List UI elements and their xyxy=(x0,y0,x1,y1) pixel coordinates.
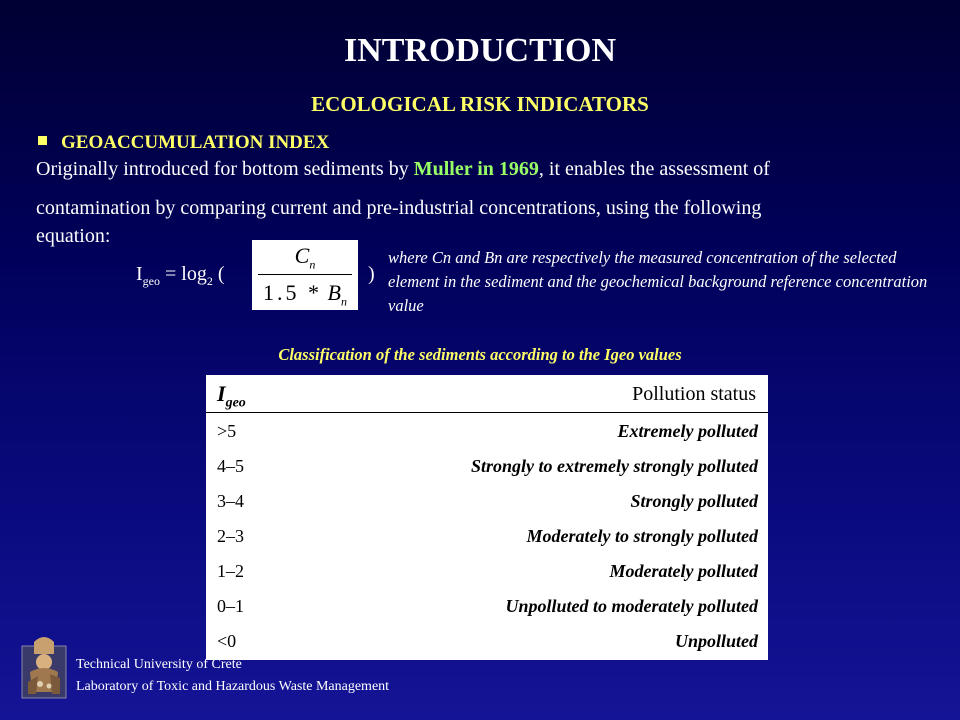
pollution-status: Moderately to strongly polluted xyxy=(526,526,758,546)
pollution-status: Unpolluted to moderately polluted xyxy=(505,596,758,616)
pollution-status: Moderately polluted xyxy=(609,561,758,581)
slide-title: INTRODUCTION xyxy=(343,32,617,69)
bullet-heading-row xyxy=(38,132,329,154)
denominator-subscript: n xyxy=(340,294,347,309)
paragraph-line-2: contamination by comparing current and pre-industrial concentrations, using the following xyxy=(36,197,762,219)
table-row xyxy=(206,520,768,555)
igeo-range: <0 xyxy=(217,631,237,651)
footer-laboratory: Laboratory of Toxic and Hazardous Waste Management xyxy=(76,679,390,694)
igeo-range: 1–2 xyxy=(217,561,244,581)
university-logo-icon xyxy=(20,632,68,700)
igeo-subscript: geo xyxy=(142,274,160,288)
igeo-symbol: I xyxy=(136,263,143,285)
table-row xyxy=(206,485,768,520)
log-base: 2 xyxy=(206,274,213,288)
pollution-status: Unpolluted xyxy=(674,631,758,651)
formula-fraction xyxy=(252,240,358,310)
igeo-range: 0–1 xyxy=(217,596,244,616)
equation-lhs xyxy=(136,263,225,289)
denominator-coefficient: 1.5 * xyxy=(263,280,323,305)
paragraph-line-3: equation: xyxy=(36,225,111,247)
pollution-status: Strongly polluted xyxy=(630,491,758,511)
pollution-status: Strongly to extremely strongly polluted xyxy=(471,456,758,476)
igeo-range: 4–5 xyxy=(217,456,244,476)
table-row xyxy=(206,415,768,450)
paragraph-text: , it enables the assessment of xyxy=(538,158,770,180)
igeo-range: >5 xyxy=(217,421,237,441)
igeo-range: 2–3 xyxy=(217,526,244,546)
paragraph-text: Originally introduced for bottom sediments by xyxy=(36,158,414,180)
pollution-status: Extremely polluted xyxy=(617,421,758,441)
numerator-subscript: n xyxy=(309,257,316,272)
table-row xyxy=(206,625,768,660)
equals-log: = log xyxy=(160,263,207,285)
header-pollution-status: Pollution status xyxy=(632,383,756,405)
author-highlight: Muller in 1969 xyxy=(413,158,539,180)
table-row xyxy=(206,590,768,625)
footer-university: Technical University of Crete xyxy=(76,657,242,672)
table-row xyxy=(206,450,768,485)
bullet-square-icon xyxy=(38,136,47,145)
igeo-range: 3–4 xyxy=(217,491,244,511)
open-paren: ( xyxy=(212,263,225,285)
close-paren: ) xyxy=(368,263,375,285)
header-igeo-symbol: I xyxy=(217,381,226,406)
fraction-numerator xyxy=(252,243,358,272)
table-header xyxy=(206,375,768,413)
numerator-symbol: C xyxy=(294,243,310,268)
table-caption: Classification of the sediments according to the Igeo values xyxy=(278,345,682,364)
header-igeo-subscript: geo xyxy=(225,395,246,411)
paragraph-line-1 xyxy=(36,158,770,181)
fraction-denominator xyxy=(252,280,358,309)
igeo-classification-table xyxy=(206,375,768,660)
fraction-line xyxy=(258,274,352,275)
header-igeo xyxy=(217,381,246,411)
denominator-symbol: B xyxy=(327,280,341,305)
table-row xyxy=(206,555,768,590)
equation-note: where Cn and Bn are respectively the measured concentration of the selected element in the sediment and the geochemical background reference concentration value xyxy=(388,248,928,315)
bullet-heading: GEOACCUMULATION INDEX xyxy=(61,132,330,153)
slide-subtitle: ECOLOGICAL RISK INDICATORS xyxy=(311,92,649,116)
